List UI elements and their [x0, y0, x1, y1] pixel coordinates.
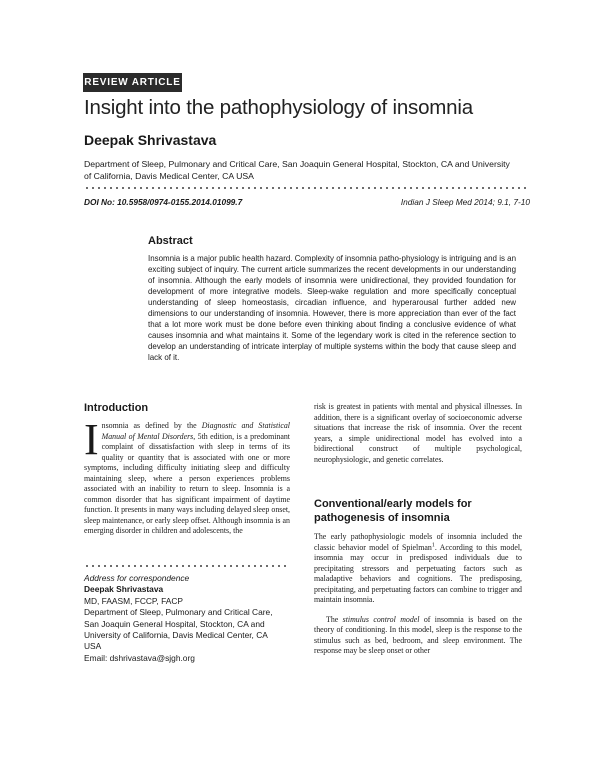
author-affiliation: Department of Sleep, Pulmonary and Critical Care, San Joaquin General Hospital, Stockton, CA and University of California, Davis Medical Center, CA USA: [84, 159, 510, 181]
abstract-text: Insomnia is a major public health hazard. Complexity of insomnia patho-physiology is intriguing and is an exciting subject of inquiry. The current article summarizes the recent developments in our understanding of insomnia. Although the early models of insomnia were unidirectional, they provided foundation for development of more integrative models. Sleep-wake regulation and more specifically conceptual understanding of sleep homeostasis, circadian influence, and hyperarousal further added new dimensions to our understanding of insomnia. However, there is more appreciation than ever of the fact that a lot more work must be done before even thinking about finding a conclusive evidence of what causes insomnia and what maintains it. Some of the legendary work is cited in the reference section to develop an understanding of intricate interplay of multiple systems within the body that cause sleep and lack of it.: [148, 254, 516, 363]
correspondence-block: [84, 573, 294, 664]
correspondence-degrees: MD, FAASM, FCCP, FACP: [84, 595, 183, 606]
footnote-divider: [84, 565, 290, 567]
article-title: Insight into the pathophysiology of insomnia: [84, 96, 473, 119]
correspondence-email: Email: dshrivastava@sjgh.org: [84, 652, 195, 663]
author-name: Deepak Shrivastava: [84, 132, 217, 148]
intro-continued-text: risk is greatest in patients with mental and physical illnesses. In addition, there is a significant overlay of socioeconomic adverse situations that increase the risk of insomnia. Over the recent years, a simple unidirectional model has evolved into a bidirectional construct of multiple psychological, neurophysiologic, and genetic correlates.: [314, 402, 522, 464]
article-type-badge: REVIEW ARTICLE: [83, 73, 182, 92]
intro-text-b: , 5th edition, is a predominant complaint of dissatisfaction with sleep in terms of its quality or quantity that is associated with one or more symptoms, including difficulty initiating sleep and difficulty maintaining sleep, where a person experiences problems associated with an inability to return to sleep. Insomnia is a common disorder that has significant impairment of daytime function. It presents in many ways including delayed sleep onset, sleep maintenance, or early sleep offset. Although insomnia is an emerging disorder in children and adolescents, the: [84, 431, 291, 535]
intro-text-italic: Diagnostic and Statistical Manual of Mental Disorders: [101, 421, 290, 441]
doi: DOI No: 10.5958/0974-0155.2014.01099.7: [84, 197, 243, 207]
journal-citation: Indian J Sleep Med 2014; 9.1, 7-10: [400, 197, 530, 207]
dotted-divider: [84, 187, 530, 189]
correspondence-line: USA: [84, 641, 102, 652]
section-heading: Conventional/early models for pathogenesis of insomnia: [314, 498, 472, 524]
drop-cap: I: [84, 415, 99, 464]
introduction-continued: [314, 402, 522, 465]
section-body: [314, 532, 522, 666]
correspondence-line: Department of Sleep, Pulmonary and Critical Care,: [84, 607, 273, 618]
correspondence-line: University of California, Davis Medical Center, CA: [84, 630, 268, 641]
intro-text-a: nsomnia as defined by the: [101, 421, 202, 430]
introduction-paragraph: [84, 415, 291, 537]
correspondence-line: San Joaquin General Hospital, Stockton, CA and: [84, 618, 265, 629]
correspondence-name: Deepak Shrivastava: [84, 584, 164, 595]
correspondence-label: Address for correspondence: [84, 573, 190, 583]
abstract-heading: Abstract: [148, 235, 193, 247]
introduction-heading: Introduction: [84, 402, 149, 414]
section-paragraph-2: The stimulus control model of insomnia is based on the theory of conditioning. In this model, sleep is the response to the stimulus such as bed, bedroom, and sleep environment. The response may be sleep onset or other: [314, 614, 522, 655]
section-paragraph-1: The early pathophysiologic models of insomnia included the classic behavior model of Spielman$^1$. According to this model, insomnia may occur in predisposed individuals due to precipitating stressors and perpetuating factors such as maladaptive behaviors and cognitions. The predisposing, precipitating, and perpetuating factors can combine to trigger and maintain insomnia.: [314, 532, 522, 604]
